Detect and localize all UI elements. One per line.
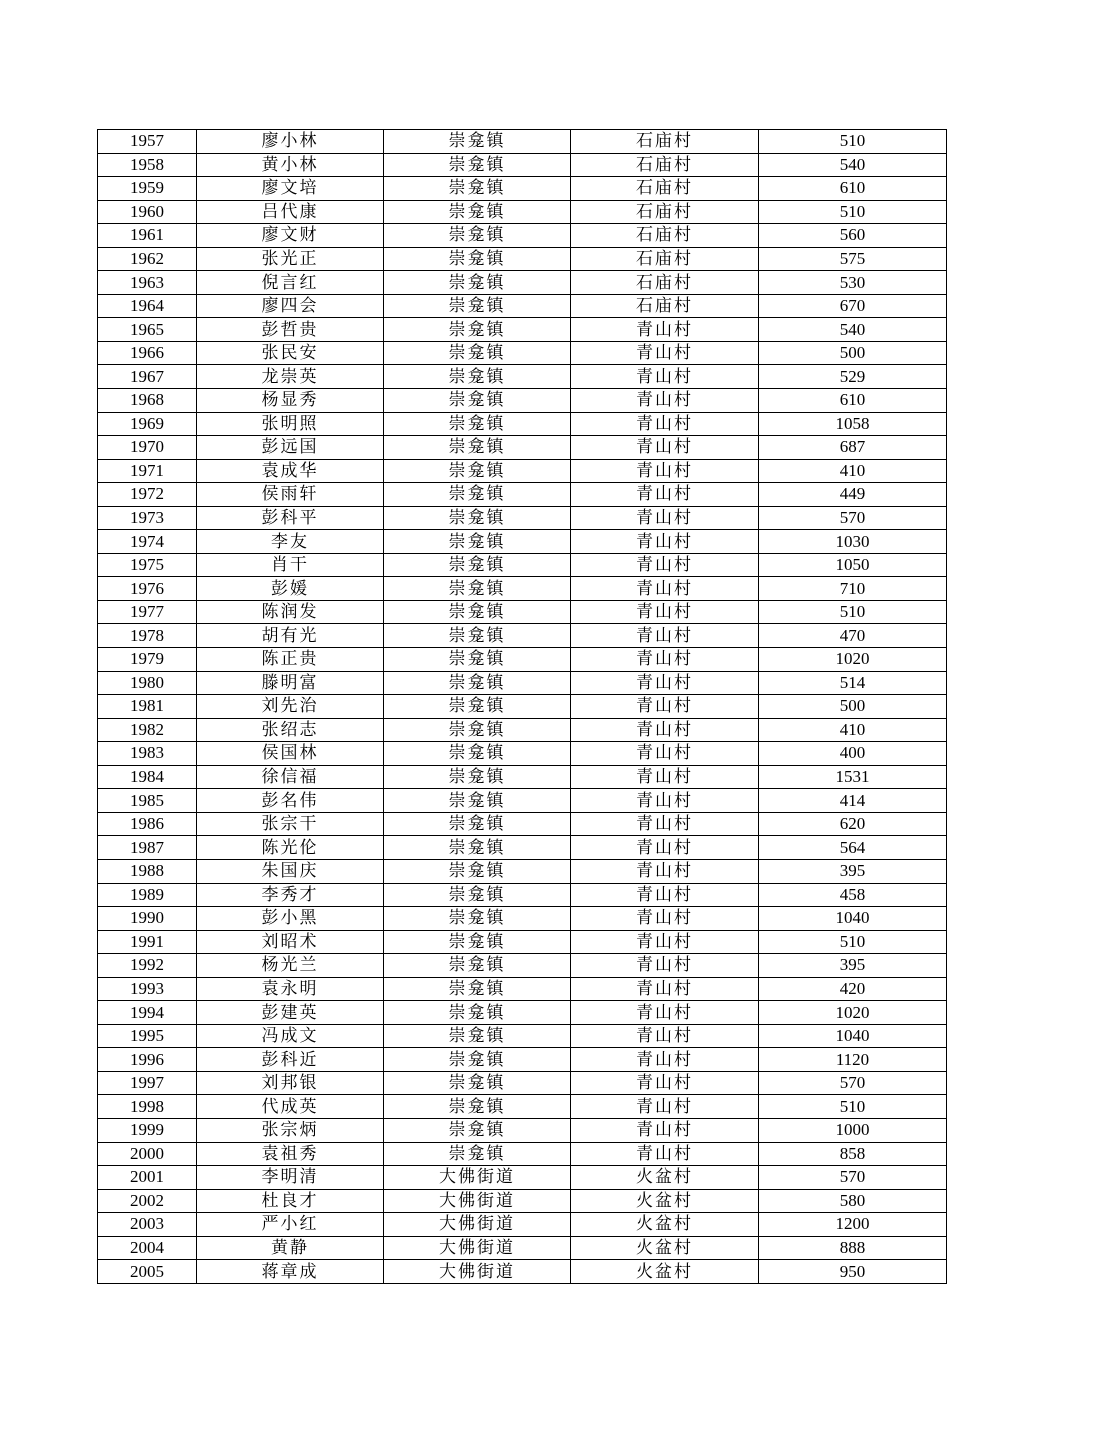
cell-amount: 950 [759,1260,947,1284]
cell-town: 崇龛镇 [384,671,571,695]
table-row [98,153,947,177]
cell-serial-number: 1987 [98,836,197,860]
cell-town: 大佛街道 [384,1213,571,1237]
cell-amount: 410 [759,459,947,483]
cell-name: 严小红 [197,1213,384,1237]
cell-serial-number: 1996 [98,1048,197,1072]
cell-town: 崇龛镇 [384,1048,571,1072]
cell-village: 青山村 [571,765,759,789]
cell-serial-number: 1983 [98,742,197,766]
cell-serial-number: 1989 [98,883,197,907]
cell-name: 杜良才 [197,1189,384,1213]
cell-serial-number: 2003 [98,1213,197,1237]
table-row [98,1024,947,1048]
cell-village: 青山村 [571,1142,759,1166]
cell-name: 黄静 [197,1236,384,1260]
cell-amount: 510 [759,930,947,954]
cell-name: 蒋章成 [197,1260,384,1284]
cell-village: 青山村 [571,1048,759,1072]
table-row [98,600,947,624]
cell-name: 杨显秀 [197,389,384,413]
cell-town: 崇龛镇 [384,883,571,907]
cell-village: 火盆村 [571,1236,759,1260]
cell-serial-number: 1991 [98,930,197,954]
cell-village: 石庙村 [571,130,759,154]
cell-name: 倪言红 [197,271,384,295]
cell-village: 青山村 [571,412,759,436]
cell-amount: 510 [759,1095,947,1119]
cell-name: 滕明富 [197,671,384,695]
cell-village: 青山村 [571,341,759,365]
cell-town: 大佛街道 [384,1260,571,1284]
table-row [98,1048,947,1072]
table-row [98,1001,947,1025]
cell-village: 青山村 [571,836,759,860]
cell-village: 青山村 [571,812,759,836]
cell-name: 陈润发 [197,600,384,624]
table-row [98,1166,947,1190]
cell-name: 袁成华 [197,459,384,483]
cell-village: 火盆村 [571,1189,759,1213]
cell-town: 崇龛镇 [384,247,571,271]
table-row [98,695,947,719]
cell-amount: 610 [759,389,947,413]
cell-village: 青山村 [571,648,759,672]
cell-village: 青山村 [571,883,759,907]
cell-town: 崇龛镇 [384,341,571,365]
cell-village: 青山村 [571,954,759,978]
cell-town: 崇龛镇 [384,224,571,248]
cell-name: 刘邦银 [197,1071,384,1095]
cell-town: 崇龛镇 [384,954,571,978]
cell-amount: 1020 [759,648,947,672]
table-row [98,177,947,201]
cell-serial-number: 1962 [98,247,197,271]
cell-village: 青山村 [571,624,759,648]
cell-village: 青山村 [571,1118,759,1142]
cell-serial-number: 1971 [98,459,197,483]
cell-village: 青山村 [571,930,759,954]
cell-serial-number: 1997 [98,1071,197,1095]
cell-amount: 570 [759,1166,947,1190]
cell-name: 彭小黑 [197,907,384,931]
table-row [98,1142,947,1166]
cell-amount: 1030 [759,530,947,554]
table-row [98,1071,947,1095]
cell-town: 崇龛镇 [384,907,571,931]
cell-town: 崇龛镇 [384,600,571,624]
table-row [98,1095,947,1119]
cell-village: 火盆村 [571,1213,759,1237]
cell-town: 崇龛镇 [384,1095,571,1119]
cell-serial-number: 1992 [98,954,197,978]
cell-name: 代成英 [197,1095,384,1119]
cell-serial-number: 1973 [98,506,197,530]
cell-serial-number: 1958 [98,153,197,177]
cell-name: 徐信福 [197,765,384,789]
cell-village: 青山村 [571,553,759,577]
cell-village: 青山村 [571,318,759,342]
cell-amount: 570 [759,1071,947,1095]
cell-town: 崇龛镇 [384,1118,571,1142]
cell-serial-number: 1999 [98,1118,197,1142]
cell-village: 青山村 [571,859,759,883]
cell-name: 彭哲贵 [197,318,384,342]
cell-town: 崇龛镇 [384,389,571,413]
cell-amount: 458 [759,883,947,907]
cell-village: 青山村 [571,483,759,507]
cell-village: 青山村 [571,1024,759,1048]
cell-town: 崇龛镇 [384,765,571,789]
cell-amount: 540 [759,318,947,342]
cell-serial-number: 1967 [98,365,197,389]
cell-town: 崇龛镇 [384,836,571,860]
cell-serial-number: 1998 [98,1095,197,1119]
cell-town: 大佛街道 [384,1189,571,1213]
cell-town: 大佛街道 [384,1236,571,1260]
cell-amount: 510 [759,130,947,154]
table-row [98,812,947,836]
table-row [98,506,947,530]
cell-village: 石庙村 [571,200,759,224]
cell-name: 陈光伦 [197,836,384,860]
cell-amount: 1000 [759,1118,947,1142]
cell-town: 崇龛镇 [384,789,571,813]
cell-serial-number: 1972 [98,483,197,507]
cell-name: 刘昭术 [197,930,384,954]
cell-village: 青山村 [571,695,759,719]
cell-serial-number: 1988 [98,859,197,883]
table-row [98,389,947,413]
cell-amount: 670 [759,294,947,318]
table-row [98,648,947,672]
cell-name: 张光正 [197,247,384,271]
table-row [98,1189,947,1213]
cell-name: 袁永明 [197,977,384,1001]
cell-village: 青山村 [571,600,759,624]
table-row [98,1118,947,1142]
cell-town: 崇龛镇 [384,318,571,342]
cell-town: 崇龛镇 [384,1024,571,1048]
cell-name: 廖文财 [197,224,384,248]
cell-amount: 500 [759,341,947,365]
cell-town: 崇龛镇 [384,553,571,577]
cell-amount: 530 [759,271,947,295]
data-table [97,129,947,1284]
cell-name: 张宗干 [197,812,384,836]
table-row [98,742,947,766]
cell-name: 张绍志 [197,718,384,742]
cell-amount: 540 [759,153,947,177]
cell-town: 崇龛镇 [384,812,571,836]
cell-name: 刘先治 [197,695,384,719]
cell-town: 崇龛镇 [384,177,571,201]
cell-name: 张明照 [197,412,384,436]
table-row [98,789,947,813]
cell-amount: 514 [759,671,947,695]
cell-town: 崇龛镇 [384,200,571,224]
cell-serial-number: 1990 [98,907,197,931]
cell-village: 青山村 [571,1071,759,1095]
cell-name: 侯国林 [197,742,384,766]
cell-name: 陈正贵 [197,648,384,672]
cell-village: 石庙村 [571,294,759,318]
cell-serial-number: 1981 [98,695,197,719]
table-row [98,224,947,248]
cell-amount: 400 [759,742,947,766]
cell-amount: 410 [759,718,947,742]
cell-serial-number: 1965 [98,318,197,342]
cell-serial-number: 1995 [98,1024,197,1048]
cell-village: 青山村 [571,977,759,1001]
table-row [98,341,947,365]
cell-amount: 858 [759,1142,947,1166]
cell-serial-number: 1976 [98,577,197,601]
cell-name: 廖小林 [197,130,384,154]
cell-name: 肖干 [197,553,384,577]
cell-town: 崇龛镇 [384,1001,571,1025]
cell-name: 李友 [197,530,384,554]
table-row [98,883,947,907]
cell-village: 石庙村 [571,247,759,271]
cell-serial-number: 1974 [98,530,197,554]
cell-village: 青山村 [571,718,759,742]
cell-amount: 1050 [759,553,947,577]
cell-town: 崇龛镇 [384,506,571,530]
table-row [98,365,947,389]
cell-village: 青山村 [571,1095,759,1119]
table-row [98,836,947,860]
cell-serial-number: 2000 [98,1142,197,1166]
cell-town: 大佛街道 [384,1166,571,1190]
table-row [98,1236,947,1260]
cell-serial-number: 2005 [98,1260,197,1284]
table-row [98,294,947,318]
table-row [98,1260,947,1284]
cell-serial-number: 1984 [98,765,197,789]
cell-amount: 1058 [759,412,947,436]
cell-town: 崇龛镇 [384,718,571,742]
table-row [98,577,947,601]
cell-serial-number: 1969 [98,412,197,436]
table-row [98,412,947,436]
table-row [98,1213,947,1237]
cell-serial-number: 1994 [98,1001,197,1025]
cell-name: 龙崇英 [197,365,384,389]
cell-amount: 710 [759,577,947,601]
cell-amount: 529 [759,365,947,389]
cell-serial-number: 1985 [98,789,197,813]
cell-amount: 610 [759,177,947,201]
table-row [98,954,947,978]
cell-amount: 414 [759,789,947,813]
cell-town: 崇龛镇 [384,1142,571,1166]
cell-serial-number: 1993 [98,977,197,1001]
table-row [98,459,947,483]
table-row [98,671,947,695]
cell-amount: 1040 [759,907,947,931]
cell-serial-number: 2004 [98,1236,197,1260]
cell-village: 青山村 [571,389,759,413]
cell-amount: 510 [759,200,947,224]
cell-name: 廖文培 [197,177,384,201]
cell-town: 崇龛镇 [384,648,571,672]
table-row [98,483,947,507]
cell-amount: 560 [759,224,947,248]
table-row [98,859,947,883]
table-row [98,907,947,931]
cell-amount: 564 [759,836,947,860]
cell-amount: 510 [759,600,947,624]
cell-village: 青山村 [571,459,759,483]
cell-serial-number: 1978 [98,624,197,648]
cell-village: 青山村 [571,789,759,813]
cell-serial-number: 1977 [98,600,197,624]
table-row [98,318,947,342]
cell-town: 崇龛镇 [384,130,571,154]
cell-name: 张民安 [197,341,384,365]
cell-amount: 500 [759,695,947,719]
cell-town: 崇龛镇 [384,530,571,554]
cell-village: 青山村 [571,1001,759,1025]
cell-town: 崇龛镇 [384,294,571,318]
cell-name: 李秀才 [197,883,384,907]
cell-serial-number: 1970 [98,436,197,460]
cell-town: 崇龛镇 [384,695,571,719]
cell-name: 冯成文 [197,1024,384,1048]
cell-serial-number: 1960 [98,200,197,224]
cell-village: 青山村 [571,907,759,931]
cell-town: 崇龛镇 [384,271,571,295]
table-row [98,436,947,460]
cell-town: 崇龛镇 [384,365,571,389]
table-row [98,765,947,789]
cell-name: 朱国庆 [197,859,384,883]
cell-village: 青山村 [571,577,759,601]
cell-village: 青山村 [571,506,759,530]
cell-amount: 1120 [759,1048,947,1072]
cell-serial-number: 1964 [98,294,197,318]
cell-village: 火盆村 [571,1260,759,1284]
cell-town: 崇龛镇 [384,483,571,507]
cell-name: 彭名伟 [197,789,384,813]
cell-village: 石庙村 [571,177,759,201]
cell-amount: 420 [759,977,947,1001]
table-row [98,530,947,554]
table-row [98,553,947,577]
cell-town: 崇龛镇 [384,412,571,436]
cell-serial-number: 1968 [98,389,197,413]
cell-amount: 470 [759,624,947,648]
cell-name: 彭科平 [197,506,384,530]
cell-village: 青山村 [571,742,759,766]
cell-serial-number: 1963 [98,271,197,295]
cell-village: 青山村 [571,530,759,554]
cell-town: 崇龛镇 [384,153,571,177]
cell-name: 胡有光 [197,624,384,648]
table-row [98,200,947,224]
cell-amount: 580 [759,1189,947,1213]
cell-village: 石庙村 [571,153,759,177]
cell-town: 崇龛镇 [384,624,571,648]
cell-name: 彭媛 [197,577,384,601]
cell-amount: 395 [759,859,947,883]
cell-amount: 620 [759,812,947,836]
cell-name: 杨光兰 [197,954,384,978]
cell-name: 彭远国 [197,436,384,460]
table-body [98,130,947,1284]
cell-serial-number: 1982 [98,718,197,742]
cell-serial-number: 1966 [98,341,197,365]
cell-serial-number: 1979 [98,648,197,672]
cell-serial-number: 1959 [98,177,197,201]
cell-village: 火盆村 [571,1166,759,1190]
cell-amount: 575 [759,247,947,271]
cell-serial-number: 1980 [98,671,197,695]
cell-town: 崇龛镇 [384,577,571,601]
table-row [98,624,947,648]
cell-amount: 395 [759,954,947,978]
table-row [98,130,947,154]
cell-name: 黄小林 [197,153,384,177]
cell-town: 崇龛镇 [384,459,571,483]
cell-amount: 1531 [759,765,947,789]
cell-name: 张宗炳 [197,1118,384,1142]
cell-amount: 888 [759,1236,947,1260]
cell-amount: 1200 [759,1213,947,1237]
cell-name: 彭科近 [197,1048,384,1072]
cell-town: 崇龛镇 [384,977,571,1001]
cell-serial-number: 1961 [98,224,197,248]
cell-name: 侯雨轩 [197,483,384,507]
cell-village: 青山村 [571,436,759,460]
table-row [98,930,947,954]
cell-serial-number: 1957 [98,130,197,154]
cell-amount: 570 [759,506,947,530]
cell-town: 崇龛镇 [384,859,571,883]
table-row [98,977,947,1001]
cell-village: 青山村 [571,671,759,695]
cell-serial-number: 1986 [98,812,197,836]
cell-town: 崇龛镇 [384,1071,571,1095]
cell-amount: 449 [759,483,947,507]
cell-town: 崇龛镇 [384,930,571,954]
cell-village: 石庙村 [571,224,759,248]
cell-town: 崇龛镇 [384,742,571,766]
cell-name: 李明清 [197,1166,384,1190]
cell-serial-number: 2002 [98,1189,197,1213]
cell-serial-number: 2001 [98,1166,197,1190]
cell-amount: 687 [759,436,947,460]
cell-name: 袁祖秀 [197,1142,384,1166]
table-row [98,247,947,271]
cell-serial-number: 1975 [98,553,197,577]
cell-amount: 1020 [759,1001,947,1025]
cell-amount: 1040 [759,1024,947,1048]
cell-name: 廖四会 [197,294,384,318]
cell-village: 青山村 [571,365,759,389]
cell-name: 彭建英 [197,1001,384,1025]
table-row [98,271,947,295]
cell-town: 崇龛镇 [384,436,571,460]
cell-village: 石庙村 [571,271,759,295]
table-row [98,718,947,742]
cell-name: 吕代康 [197,200,384,224]
